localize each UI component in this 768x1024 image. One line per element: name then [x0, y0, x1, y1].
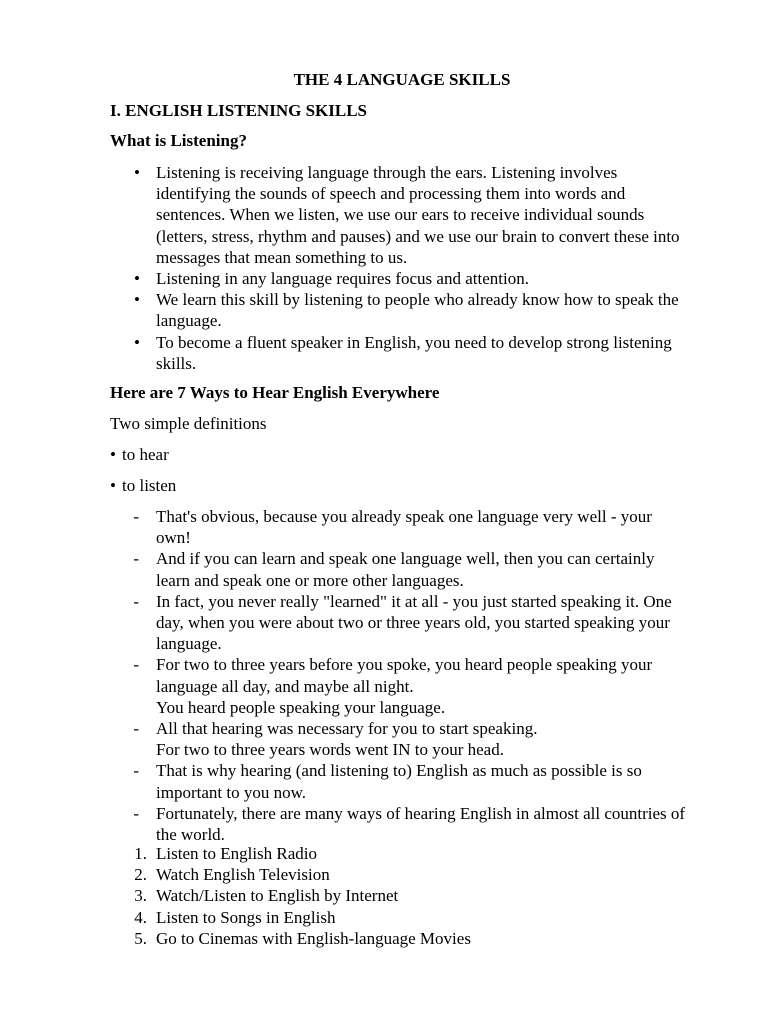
list-item-text: Fortunately, there are many ways of hearing English in almost all countries of the world.: [156, 803, 686, 845]
list-number: 3.: [134, 886, 147, 906]
list-item: [0, 289, 690, 331]
bullet-icon: •: [134, 163, 140, 182]
list-item: [0, 654, 690, 718]
dash-icon: -: [133, 803, 139, 823]
definition-text: to listen: [122, 476, 177, 495]
list-item-text: That is why hearing (and listening to) English as much as possible is so important to you now.: [156, 761, 642, 802]
list-item-text: Listen to English Radio: [156, 844, 318, 863]
list-item-text: Watch English Television: [156, 865, 330, 885]
list-item-text: We learn this skill by listening to people who already know how to speak the language.: [156, 290, 679, 331]
list-item-extra-line: For two to three years words went IN to your head.: [156, 740, 504, 760]
list-item: [0, 885, 690, 906]
list-item-text: Go to Cinemas with English-language Movies: [156, 928, 471, 948]
list-item: [0, 803, 690, 845]
definition-hear: [110, 444, 169, 465]
definitions-intro: Two simple definitions: [110, 414, 267, 433]
list-item-text: Listen to Songs in English: [156, 907, 336, 927]
dash-icon: -: [133, 719, 139, 739]
list-item-text: That's obvious, because you already speak one language very well - your own!: [156, 507, 652, 548]
definition-listen: [110, 475, 176, 496]
list-item: [0, 760, 690, 802]
list-number: 4.: [134, 907, 147, 927]
list-item-text: Listening is receiving language through the ears. Listening involves identifying the sounds of speech and processing them into words and sentences. When we listen, we use our ears to receive individual sounds (letters, stress, rhythm and pauses) and we use our brain to convert these into messages that mean something to us.: [156, 163, 680, 267]
list-item: [0, 268, 690, 289]
list-item-extra-line: You heard people speaking your language.: [156, 697, 446, 717]
list-item-text: For two to three years before you spoke, you heard people speaking your language all day, and maybe all night.: [156, 655, 653, 696]
explanation-list: [0, 506, 690, 845]
dash-icon: -: [133, 761, 139, 781]
what-is-listening-heading: What is Listening?: [110, 131, 247, 150]
list-item: [0, 506, 690, 548]
what-is-listening-list: [0, 162, 690, 374]
bullet-icon: •: [110, 476, 116, 495]
definition-text: to hear: [122, 445, 169, 464]
bullet-icon: •: [134, 269, 140, 289]
list-number: 1.: [134, 844, 147, 863]
dash-icon: -: [133, 655, 139, 675]
list-item-text: All that hearing was necessary for you to start speaking.: [156, 719, 538, 739]
list-item-text: Listening in any language requires focus and attention.: [156, 269, 529, 289]
list-item: [0, 928, 690, 949]
list-number: 2.: [134, 865, 147, 885]
list-item: [0, 718, 690, 760]
page-title: THE 4 LANGUAGE SKILLS: [293, 70, 511, 89]
bullet-icon: •: [110, 445, 116, 464]
list-item: [0, 548, 690, 590]
list-item: [0, 843, 690, 864]
bullet-icon: •: [134, 290, 140, 310]
dash-icon: -: [133, 549, 139, 569]
list-item: [0, 162, 690, 268]
ways-list: [0, 843, 690, 949]
bullet-icon: •: [134, 332, 140, 352]
section-heading: I. ENGLISH LISTENING SKILLS: [110, 101, 367, 120]
list-item-text: And if you can learn and speak one language well, then you can certainly learn and speak one or more other languages.: [156, 549, 655, 590]
list-number: 5.: [134, 928, 147, 948]
list-item-text: In fact, you never really "learned" it at all - you just started speaking it. One day, when you were about two or three years old, you started speaking your language.: [156, 591, 672, 654]
ways-heading: Here are 7 Ways to Hear English Everywhere: [110, 383, 440, 402]
list-item: [0, 591, 690, 655]
dash-icon: -: [133, 591, 139, 611]
list-item-text: Watch/Listen to English by Internet: [156, 886, 399, 906]
list-item: [0, 332, 690, 374]
list-item: [0, 864, 690, 885]
list-item: [0, 907, 690, 928]
list-item-text: To become a fluent speaker in English, you need to develop strong listening skills.: [156, 332, 672, 373]
dash-icon: -: [133, 507, 139, 526]
